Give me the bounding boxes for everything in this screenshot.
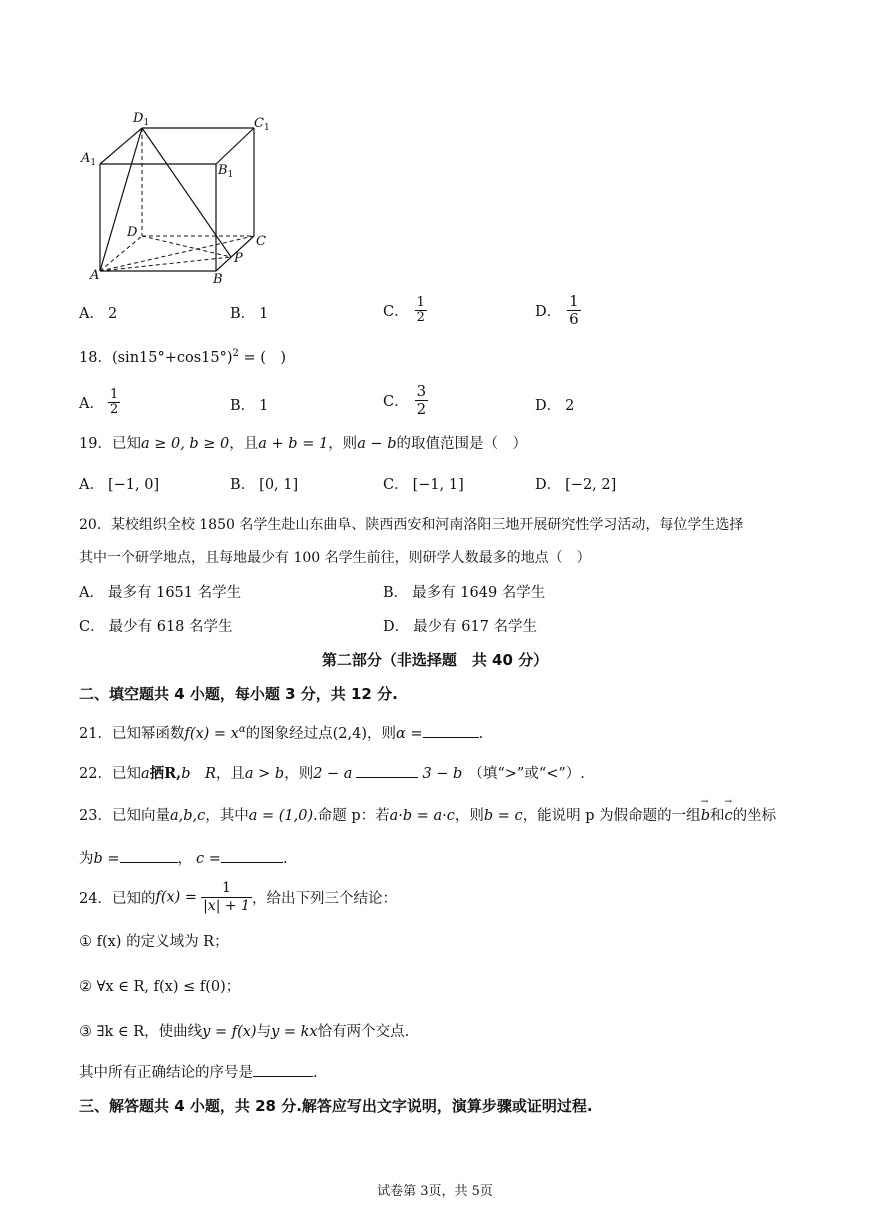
- q23-c-blank[interactable]: [221, 862, 283, 863]
- q24-conclusion-1: ① f(x) 的定义域为 R；: [79, 934, 229, 950]
- q24-conclusion-2: ② ∀x ∈ R, f(x) ≤ f(0)；: [79, 979, 241, 995]
- q24-conclusion-3: ③ ∃k ∈ R，使曲线y = f(x)与y = kx恰有两个交点.: [79, 1024, 410, 1040]
- q18-option-c: C． $\frac{3}{2}$: [383, 382, 427, 418]
- q20-option-b: B． 最多有 1649 名学生: [383, 585, 546, 601]
- q19-option-c: C． [−1, 1]: [383, 477, 464, 493]
- page-footer: 试卷第 3页，共 5页: [377, 1184, 493, 1199]
- label-b1: $B_1$: [218, 163, 234, 180]
- q19-option-d: D． [−2, 2]: [535, 477, 617, 493]
- q17-option-d: D． $\frac{1}{6}$: [535, 292, 579, 328]
- q20-option-c: C． 最少有 618 名学生: [79, 619, 233, 635]
- vec-c: → c: [724, 808, 732, 824]
- vec-b: → b: [701, 808, 710, 824]
- q18-option-a: A． $\frac{1}{2}$: [79, 387, 119, 417]
- q21: 21．已知幂函数$f(x) = x^\alpha$的图象经过点(2,4)，则α = .: [79, 724, 484, 742]
- q18-stem: 18．$(\sin 15^\circ+\cos 15^\circ)^2$ = ( ): [79, 348, 287, 366]
- q18-option-d: D． 2: [535, 398, 575, 414]
- q23-b-blank[interactable]: [120, 862, 178, 863]
- label-a: A: [90, 268, 100, 283]
- q23-line2: 为b = ， c = .: [79, 851, 288, 867]
- label-d1: $D_1$: [133, 111, 150, 128]
- part2-title: 第二部分（非选择题 共 40 分）: [321, 651, 549, 669]
- q17-option-a: A． 2: [79, 306, 118, 322]
- q24-stem: 24．已知的f(x) = $\frac{1}{|x| + 1}$ ，给出下列三个结论：: [79, 880, 397, 914]
- q20-option-a: A． 最多有 1651 名学生: [79, 585, 242, 601]
- q20-line1: 20．某校组织全校 1850 名学生赴山东曲阜、陕西西安和河南洛阳三地开展研究性学习活动，每位学生选择: [79, 517, 744, 533]
- q23-line1: 23．已知向量a,b,c，其中a = (1,0).命题 p：若a·b = a·c，则b = c，能说明 p 为假命题的一组→ b和→ c的坐标: [79, 804, 776, 825]
- q19-option-a: A． [−1, 0]: [79, 477, 160, 493]
- section3-title: 三、解答题共 4 小题，共 28 分.解答应写出文字说明，演算步骤或证明过程.: [79, 1097, 593, 1115]
- label-d: D: [127, 225, 138, 240]
- q21-answer-blank[interactable]: [423, 737, 479, 738]
- label-c1: $C_1$: [254, 116, 270, 133]
- q22-answer-blank[interactable]: [356, 777, 418, 778]
- label-p: P: [234, 251, 243, 266]
- q22: 22．已知a拪R,b R，且a > b，则2 − a 3 − b （填“>”或“<”）.: [79, 765, 585, 782]
- cube-figure: [76, 108, 296, 288]
- label-a1: $A_1$: [81, 151, 97, 168]
- label-c: C: [256, 234, 266, 249]
- q24-answer-blank[interactable]: [253, 1076, 313, 1077]
- q19-option-b: B． [0, 1]: [230, 477, 299, 493]
- label-b: B: [213, 272, 223, 287]
- q24-ask: 其中所有正确结论的序号是 .: [79, 1065, 318, 1081]
- q18-option-b: B． 1: [230, 398, 269, 414]
- q17-option-c: C． $\frac{1}{2}$: [383, 295, 425, 325]
- q20-option-d: D． 最少有 617 名学生: [383, 619, 538, 635]
- q19-stem: 19．已知a ≥ 0, b ≥ 0，且a + b = 1，则a − b的取值范围是（ ）: [79, 436, 527, 452]
- q20-line2: 其中一个研学地点，且每地最少有 100 名学生前往，则研学人数最多的地点（ ）: [79, 550, 591, 566]
- section2-title: 二、填空题共 4 小题，每小题 3 分，共 12 分.: [79, 685, 398, 703]
- q17-option-b: B． 1: [230, 306, 269, 322]
